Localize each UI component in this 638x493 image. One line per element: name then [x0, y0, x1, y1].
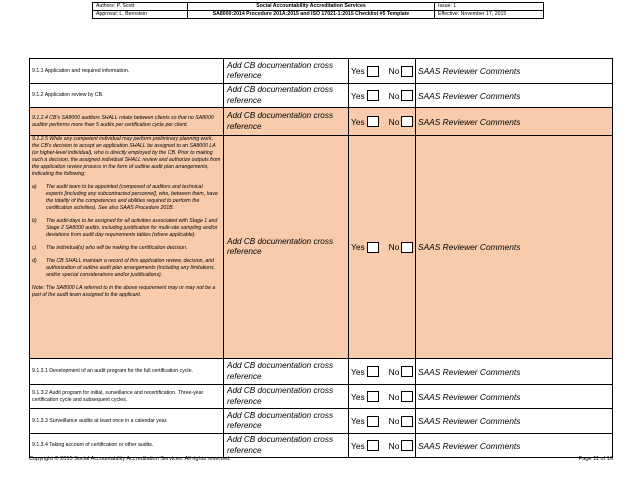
yes-label: Yes — [351, 90, 365, 101]
no-label: No — [388, 391, 400, 402]
document-header — [92, 2, 544, 19]
cb-reference-field[interactable]: Add CB documentation cross reference — [224, 385, 349, 409]
requirement-text: 9.1.2 Application review by CB. — [30, 84, 224, 108]
table-row — [30, 108, 613, 136]
requirement-text: 9.1.2.4 CB's SA8000 auditors SHALL rotate between clients so that no SA8000 auditor performs more than 5 audits per certification cycle per client. — [30, 108, 224, 136]
requirement-text: 9.1.3.1 Development of an audit program for the full certification cycle. — [30, 359, 224, 385]
yes-checkbox[interactable] — [367, 116, 379, 127]
no-checkbox[interactable] — [401, 242, 413, 253]
requirement-text — [30, 136, 224, 359]
cb-reference-field[interactable]: Add CB documentation cross reference — [224, 409, 349, 434]
list-item: c) The individual(s) who will be making the certification decision. — [32, 245, 188, 251]
no-checkbox[interactable] — [401, 391, 413, 402]
reviewer-comments-field[interactable]: SAAS Reviewer Comments — [416, 108, 613, 136]
no-checkbox[interactable] — [401, 116, 413, 127]
yes-checkbox[interactable] — [367, 440, 379, 451]
page-footer — [29, 456, 613, 462]
yes-checkbox[interactable] — [367, 66, 379, 77]
no-label: No — [388, 416, 400, 426]
cb-reference-field[interactable]: Add CB documentation cross reference — [224, 84, 349, 108]
reviewer-comments-field[interactable]: SAAS Reviewer Comments — [416, 84, 613, 108]
yes-checkbox[interactable] — [367, 90, 379, 101]
table-row — [30, 359, 613, 385]
no-label: No — [388, 440, 400, 451]
reviewer-comments-field[interactable]: SAAS Reviewer Comments — [416, 434, 613, 458]
requirement-note: Note: The SA8000 LA referred to in the above requirement may or may not be a part of the audit team assigned to the applicant. — [32, 285, 216, 298]
effective-date: Effective: November 17, 2015 — [435, 11, 544, 19]
cb-reference-field[interactable]: Add CB documentation cross reference — [224, 108, 349, 136]
cb-reference-field[interactable]: Add CB documentation cross reference — [224, 359, 349, 385]
table-row — [30, 409, 613, 434]
no-label: No — [388, 116, 400, 127]
authors: Authors: P. Scott — [93, 3, 188, 11]
no-label: No — [388, 242, 400, 252]
no-checkbox[interactable] — [401, 416, 413, 427]
table-row — [30, 84, 613, 108]
no-checkbox[interactable] — [401, 66, 413, 77]
table-row — [30, 59, 613, 84]
cb-reference-field[interactable]: Add CB documentation cross reference — [224, 434, 349, 458]
reviewer-comments-field[interactable]: SAAS Reviewer Comments — [416, 409, 613, 434]
issue: Issue: 1 — [435, 3, 544, 11]
requirement-text: 9.1.3.2 Audit program for initial, surveillance and recertification. Three-year certification cycle and subsequent cycles. — [30, 385, 224, 409]
reviewer-comments-field[interactable]: SAAS Reviewer Comments — [416, 359, 613, 385]
document-title: SA8000:2014 Procedure 201A:2015 and ISO 17021-1:2015 Checklist #5 Template — [188, 11, 435, 19]
reviewer-comments-field[interactable]: SAAS Reviewer Comments — [416, 136, 613, 359]
checklist-table — [29, 58, 613, 458]
yes-label: Yes — [351, 66, 365, 76]
list-item: a) The audit team to be appointed (composed of auditors and technical experts [including any subcontracted personnel], who, between them, have the totality of the competences and abilities required to perform the certification activities). See also SAAS Procedure 201B. — [32, 184, 218, 211]
yes-checkbox[interactable] — [367, 416, 379, 427]
yes-label: Yes — [351, 242, 365, 252]
yes-label: Yes — [351, 391, 365, 402]
yes-label: Yes — [351, 116, 365, 127]
requirement-text: 9.1.3.3 Surveillance audits at least once in a calendar year. — [30, 409, 224, 434]
table-row — [30, 385, 613, 409]
no-label: No — [388, 66, 400, 76]
list-item: d) The CB SHALL maintain a record of this application review, decision, and authorization of outline audit plan arrangements (including any limitations, and/or special considerations and/or justifications). — [32, 258, 215, 278]
organization-name: Social Accountability Accreditation Services — [188, 3, 435, 11]
yes-checkbox[interactable] — [367, 242, 379, 253]
no-checkbox[interactable] — [401, 440, 413, 451]
no-checkbox[interactable] — [401, 366, 413, 377]
yes-label: Yes — [351, 440, 365, 451]
approval: Approval: L. Bernstein — [93, 11, 188, 19]
cb-reference-field[interactable]: Add CB documentation cross reference — [224, 59, 349, 84]
copyright: Copyright © 2015 Social Accountability Accreditation Services. All rights reserved. — [29, 456, 231, 462]
no-label: No — [388, 366, 400, 377]
list-item: b) The audit-days to be assigned for all activities associated with Stage 1 and Stage 2 SA8000 audits, including justification for multi-site sampling and/or deviations from audit day requirements tables (where applicable). — [32, 218, 218, 238]
requirement-text: 9.1.3.4 Taking account of certification or other audits. — [30, 434, 224, 458]
table-row — [30, 434, 613, 458]
page-number: Page 11 of 16 — [578, 456, 613, 462]
yes-checkbox[interactable] — [367, 391, 379, 402]
reviewer-comments-field[interactable]: SAAS Reviewer Comments — [416, 59, 613, 84]
yes-label: Yes — [351, 366, 365, 377]
yes-checkbox[interactable] — [367, 366, 379, 377]
cb-reference-field[interactable]: Add CB documentation cross reference — [224, 136, 349, 359]
yes-label: Yes — [351, 416, 365, 426]
no-label: No — [388, 90, 400, 101]
table-row — [30, 136, 613, 359]
no-checkbox[interactable] — [401, 90, 413, 101]
reviewer-comments-field[interactable]: SAAS Reviewer Comments — [416, 385, 613, 409]
requirement-intro: 9.1.2.5 While any competent individual may perform preliminary planning work, the CB's decision to accept an application SHALL be assigned to an SA8000 LA (or higher-level individual), who is directly employed by the CB. Prior to making such a decision, the assigned individual SHALL review and authorize outputs from the application review process in the form of outline audit plan arrangements, indicating the following: — [32, 136, 221, 177]
requirement-text: 9.1.1 Application and required information. — [30, 59, 224, 84]
